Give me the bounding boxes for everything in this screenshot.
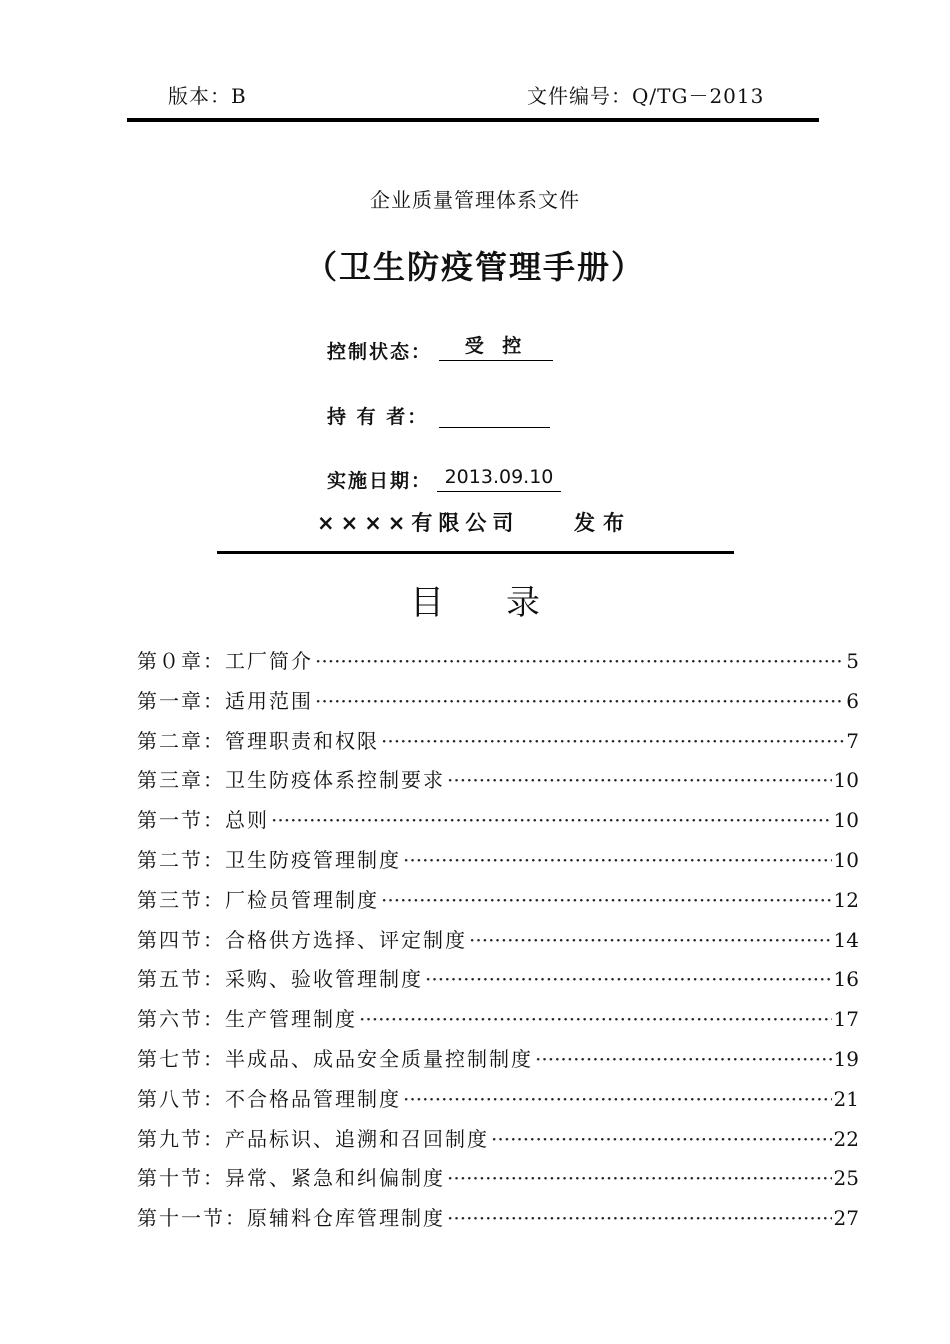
document-subtitle: 企业质量管理体系文件 <box>370 188 580 212</box>
toc-item-label: 第三节：厂检员管理制度 <box>137 887 379 912</box>
toc-leader-dots <box>403 1087 832 1111</box>
header-version: 版本：B <box>168 84 247 108</box>
toc-item-label: 第六节：生产管理制度 <box>137 1007 357 1032</box>
toc-leader-dots <box>359 1007 832 1031</box>
toc-item[interactable] <box>137 1123 859 1163</box>
toc-item-page: 19 <box>833 1046 859 1071</box>
toc-item-page: 10 <box>833 847 859 872</box>
toc-item-page: 14 <box>833 927 859 952</box>
toc-item-label: 第四节：合格供方选择、评定制度 <box>137 927 467 952</box>
toc-item[interactable] <box>137 1162 859 1202</box>
toc-item[interactable] <box>137 645 859 685</box>
toc-leader-dots <box>447 768 832 792</box>
toc-item-page: 17 <box>833 1007 859 1032</box>
toc-item-label: 第三章：卫生防疫体系控制要求 <box>137 768 445 793</box>
issuer-name: ××××有限公司 <box>317 511 520 535</box>
toc-item-page: 10 <box>833 768 859 793</box>
toc-item-page: 16 <box>833 967 859 992</box>
toc-item-label: 第二节：卫生防疫管理制度 <box>137 847 401 872</box>
toc-leader-dots <box>381 729 844 753</box>
toc-item-label: 第一章：适用范围 <box>137 688 313 713</box>
effective-date-label: 实施日期： <box>327 470 433 492</box>
issue-label: 发布 <box>574 511 632 535</box>
toc-item[interactable] <box>137 884 859 924</box>
toc-leader-dots <box>315 689 844 713</box>
toc-item-label: 第九节：产品标识、追溯和召回制度 <box>137 1126 489 1151</box>
toc-item[interactable] <box>137 1202 859 1242</box>
toc-item-page: 7 <box>846 728 859 753</box>
toc-leader-dots <box>447 1206 832 1230</box>
cover-divider <box>217 551 734 554</box>
toc-leader-dots <box>403 848 832 872</box>
toc-item-label: 第五节：采购、验收管理制度 <box>137 967 423 992</box>
toc-item-page: 12 <box>833 887 859 912</box>
toc-item[interactable] <box>137 844 859 884</box>
toc-item-label: 第十节：异常、紧急和纠偏制度 <box>137 1166 445 1191</box>
holder-label: 持 有 者： <box>327 406 429 428</box>
toc-item-label: 第一节：总则 <box>137 808 269 833</box>
toc-item[interactable] <box>137 764 859 804</box>
control-status-value: 受 控 <box>439 334 553 361</box>
toc-heading-char-1: 目 <box>410 583 444 623</box>
toc-item-page: 27 <box>833 1206 859 1231</box>
toc-leader-dots <box>425 967 832 991</box>
table-of-contents <box>137 645 859 1242</box>
toc-item-page: 21 <box>833 1086 859 1111</box>
toc-item-page: 25 <box>833 1166 859 1191</box>
toc-item-page: 10 <box>833 808 859 833</box>
toc-leader-dots <box>469 928 832 952</box>
toc-leader-dots <box>491 1127 832 1151</box>
toc-item-label: 第０章：工厂简介 <box>137 649 313 673</box>
toc-item[interactable] <box>137 1083 859 1123</box>
toc-item-label: 第二章：管理职责和权限 <box>137 728 379 753</box>
toc-item-label: 第七节：半成品、成品安全质量控制制度 <box>137 1046 533 1071</box>
toc-item-label: 第八节：不合格品管理制度 <box>137 1086 401 1111</box>
toc-item[interactable] <box>137 685 859 725</box>
toc-item[interactable] <box>137 963 859 1003</box>
toc-leader-dots <box>271 808 832 832</box>
holder-value <box>439 401 550 428</box>
header-document-number: 文件编号：Q/TG－2013 <box>527 84 765 108</box>
toc-leader-dots <box>447 1166 832 1190</box>
toc-item[interactable] <box>137 1043 859 1083</box>
toc-item-page: 22 <box>833 1126 859 1151</box>
control-status-label: 控制状态： <box>327 341 433 363</box>
toc-item-page: 5 <box>846 649 859 673</box>
toc-item-page: 6 <box>846 688 859 713</box>
toc-item[interactable] <box>137 924 859 964</box>
toc-leader-dots <box>535 1047 832 1071</box>
toc-item-label: 第十一节：原辅料仓库管理制度 <box>137 1206 445 1231</box>
toc-heading-char-2: 录 <box>506 583 540 623</box>
toc-leader-dots <box>315 649 844 673</box>
toc-leader-dots <box>381 888 832 912</box>
header-divider <box>127 118 819 122</box>
toc-item[interactable] <box>137 1003 859 1043</box>
toc-item[interactable] <box>137 804 859 844</box>
effective-date-value: 2013.09.10 <box>437 465 561 492</box>
toc-heading <box>0 575 950 624</box>
toc-item[interactable] <box>137 725 859 765</box>
document-title: （卫生防疫管理手册） <box>304 248 645 286</box>
